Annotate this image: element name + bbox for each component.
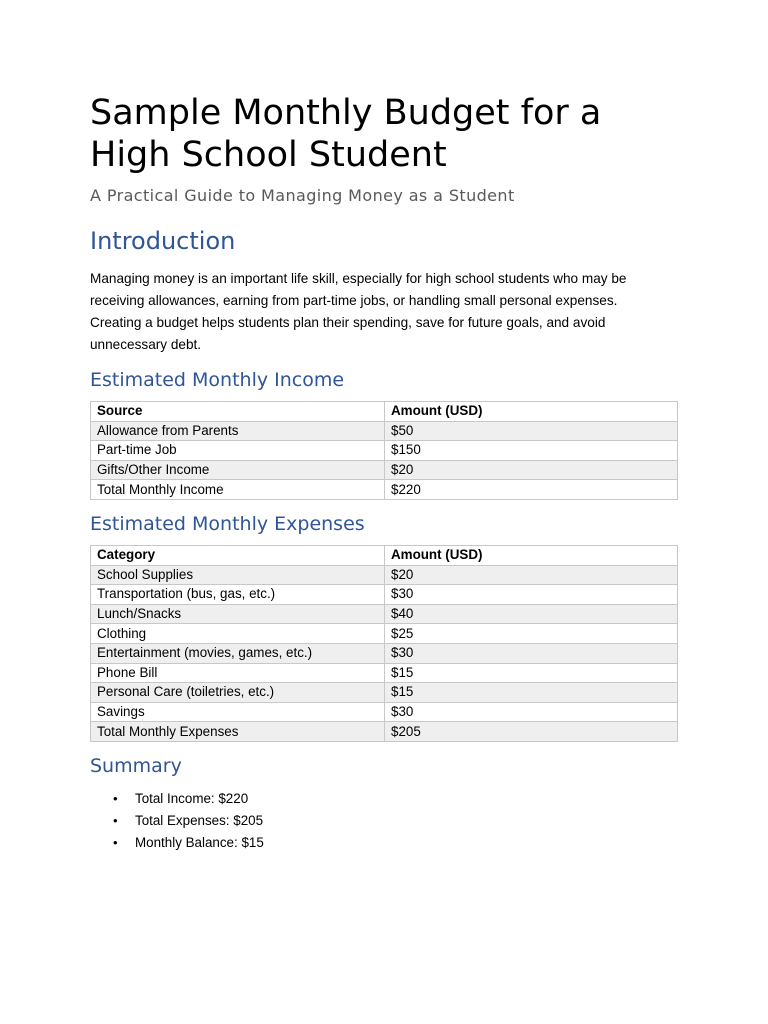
expense-amount-cell: $30 — [385, 643, 678, 663]
summary-item-text: Total Expenses: $205 — [135, 812, 264, 828]
income-heading: Estimated Monthly Income — [90, 369, 345, 391]
table-row — [91, 702, 678, 722]
summary-list — [90, 788, 678, 854]
summary-item-text: Monthly Balance: $15 — [135, 834, 264, 850]
expense-category-cell: Lunch/Snacks — [91, 604, 385, 624]
table-row — [91, 683, 678, 703]
table-row — [91, 585, 678, 605]
income-table — [90, 401, 678, 500]
expense-category-cell: Clothing — [91, 624, 385, 644]
document-title: Sample Monthly Budget for a High School Student — [90, 93, 602, 175]
introduction-paragraph: Managing money is an important life skill, especially for high school students who may be receiving allowances, earning from part-time jobs, or handling small personal expenses. Creating a budget helps students plan their spending, save for future goals, and avoid unnecessary debt. — [90, 271, 627, 352]
expense-amount-cell: $25 — [385, 624, 678, 644]
document-page — [90, 92, 678, 854]
introduction-heading: Introduction — [90, 227, 236, 255]
expenses-header-row — [91, 545, 678, 565]
expense-category-cell: Personal Care (toiletries, etc.) — [91, 683, 385, 703]
expense-category-cell: Transportation (bus, gas, etc.) — [91, 585, 385, 605]
table-row — [91, 643, 678, 663]
income-column-header: Source — [91, 402, 385, 422]
summary-item-text: Total Income: $220 — [135, 790, 249, 806]
expense-category-cell: Entertainment (movies, games, etc.) — [91, 643, 385, 663]
expense-category-cell: Savings — [91, 702, 385, 722]
table-row — [91, 441, 678, 461]
expense-amount-cell: $30 — [385, 585, 678, 605]
list-item — [113, 832, 678, 854]
expenses-heading: Estimated Monthly Expenses — [90, 512, 365, 535]
income-amount-cell: $150 — [385, 441, 678, 461]
table-row — [91, 722, 678, 742]
expenses-column-header: Category — [91, 545, 385, 565]
income-source-cell: Allowance from Parents — [91, 421, 385, 441]
list-item — [113, 788, 678, 810]
expenses-column-header: Amount (USD) — [385, 545, 678, 565]
table-row — [91, 624, 678, 644]
table-row — [91, 421, 678, 441]
bullet-icon: • — [113, 812, 118, 828]
income-amount-cell: $220 — [385, 480, 678, 500]
income-amount-cell: $20 — [385, 460, 678, 480]
expense-amount-cell: $15 — [385, 683, 678, 703]
bullet-icon: • — [113, 790, 118, 806]
list-item — [113, 810, 678, 832]
table-row — [91, 604, 678, 624]
income-source-cell: Gifts/Other Income — [91, 460, 385, 480]
expense-amount-cell: $30 — [385, 702, 678, 722]
table-row — [91, 565, 678, 585]
income-header-row — [91, 402, 678, 422]
income-source-cell: Total Monthly Income — [91, 480, 385, 500]
expense-category-cell: School Supplies — [91, 565, 385, 585]
expense-category-cell: Total Monthly Expenses — [91, 722, 385, 742]
table-row — [91, 663, 678, 683]
table-row — [91, 460, 678, 480]
expense-amount-cell: $40 — [385, 604, 678, 624]
document-subtitle: A Practical Guide to Managing Money as a Student — [90, 186, 515, 205]
expenses-table — [90, 545, 678, 742]
expense-amount-cell: $15 — [385, 663, 678, 683]
income-amount-cell: $50 — [385, 421, 678, 441]
bullet-icon: • — [113, 834, 118, 850]
expense-category-cell: Phone Bill — [91, 663, 385, 683]
summary-heading: Summary — [90, 754, 182, 777]
income-source-cell: Part-time Job — [91, 441, 385, 461]
expense-amount-cell: $205 — [385, 722, 678, 742]
expense-amount-cell: $20 — [385, 565, 678, 585]
income-column-header: Amount (USD) — [385, 402, 678, 422]
table-row — [91, 480, 678, 500]
